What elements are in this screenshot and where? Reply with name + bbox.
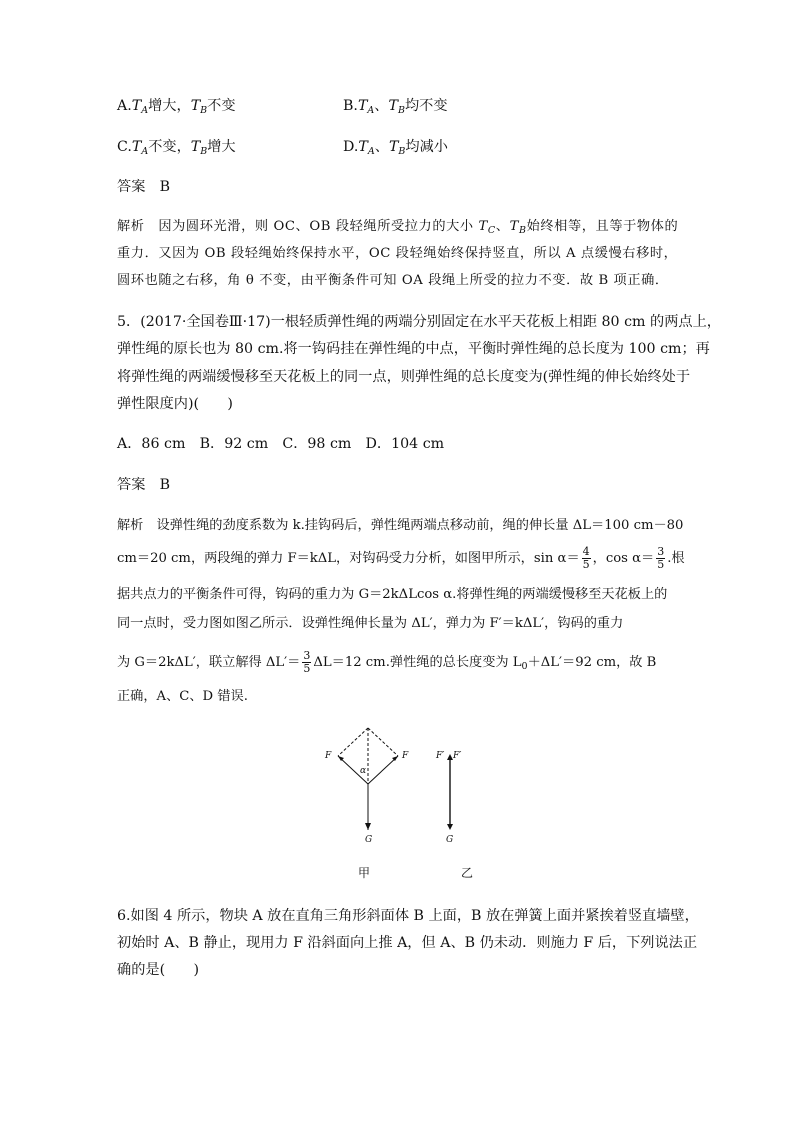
label-g-left: G bbox=[365, 835, 373, 845]
dashed-line-right bbox=[368, 728, 398, 756]
q5-analysis-line-4: 同一点时，受力图如图乙所示．设弹性绳伸长量为 ΔL′，弹力为 F′＝kΔL′，钩码的重力 bbox=[117, 616, 624, 631]
q5-line-2: 弹性绳的原长也为 80 cm.将一钩码挂在弹性绳的中点，平衡时弹性绳的总长度为 100 cm；再 bbox=[117, 341, 710, 357]
caption-yi: 乙 bbox=[461, 866, 474, 880]
force-f-right-arrow bbox=[368, 756, 398, 784]
caption-jia: 甲 bbox=[358, 866, 371, 880]
q6-line-2: 初始时 A、B 静止，现用力 F 沿斜面向上推 A，但 A、B 仍未动．则施力 F 后，下列说法正 bbox=[117, 935, 698, 951]
option-b: $B.T_A$、$T_B$均不变 bbox=[343, 98, 448, 116]
fraction-three-fifths: $\frac{3}{5}$ bbox=[657, 545, 665, 571]
fraction-four-fifths: $\frac{4}{5}$ bbox=[582, 545, 590, 571]
label-g-right: G bbox=[446, 835, 454, 845]
q5-line-1: 5．(2017·全国卷Ⅲ·17)一根轻质弹性绳的两端分别固定在水平天花板上相距 80 cm 的两点上， bbox=[117, 314, 721, 330]
q6-line-1: 6.如图 4 所示，物块 A 放在直角三角形斜面体 B 上面，B 放在弹簧上面并紧挨着竖直墙壁， bbox=[117, 908, 699, 924]
q5-analysis-line-3: 据共点力的平衡条件可得，钩码的重力为 G＝2kΔLcos α.将弹性绳的两端缓慢移至天花板上的 bbox=[117, 587, 668, 602]
q5-options: A．86 cm B．92 cm C．98 cm D．104 cm bbox=[117, 436, 445, 452]
dashed-line-left bbox=[338, 728, 368, 756]
option-a: $A.T_A$增大，$T_B$不变 bbox=[117, 98, 236, 116]
q5-analysis-line-6: 正确，A、C、D 错误. bbox=[117, 689, 248, 704]
label-fprime-left: F′ bbox=[436, 751, 445, 761]
fraction-three-fifths-2: $\frac{3}{5}$ bbox=[303, 649, 311, 675]
label-f-right: F bbox=[402, 751, 409, 761]
q4-answer: 答案 B bbox=[117, 179, 170, 195]
q5-line-4: 弹性限度内)( ) bbox=[117, 396, 233, 412]
label-fprime-right: F′ bbox=[453, 751, 462, 761]
q4-analysis-line-2: 重力．又因为 OB 段轻绳始终保持水平，OC 段轻绳始终保持竖直，所以 A 点缓慢右移时， bbox=[117, 246, 678, 261]
q6-line-3: 确的是( ) bbox=[117, 962, 200, 978]
q4-analysis-line-1: 解析 因为圆环光滑，则 OC、OB 段轻绳所受拉力的大小 $T_C$、$T_B$始终相等，且等于物体的 bbox=[117, 219, 679, 236]
q5-analysis-line-1: 解析 设弹性绳的劲度系数为 k.挂钩码后，弹性绳两端点移动前，绳的伸长量 ΔL＝100 cm－80 bbox=[117, 518, 684, 533]
q4-analysis-line-3: 圆环也随之右移，角 θ 不变，由平衡条件可知 OA 段绳上所受的拉力不变．故 B 项正确． bbox=[117, 273, 669, 288]
label-f-left: F bbox=[325, 751, 332, 761]
force-g-right-arrowhead bbox=[447, 824, 453, 830]
label-alpha: α bbox=[360, 766, 367, 776]
q5-answer: 答案 B bbox=[117, 477, 170, 493]
q5-analysis-line-5: 为 G＝2kΔL′，联立解得 ΔL′＝ $\frac{3}{5}$ ΔL＝12 cm.弹性绳的总长度变为 $L_0+\Delta L'=92$ cm，故 B bbox=[117, 649, 657, 675]
diagram-yi bbox=[435, 751, 461, 845]
q5-analysis-line-2: cm＝20 cm，两段绳的弹力 F＝kΔL，对钩码受力分析，如图甲所示，sin α＝ $\frac{4}{5}$ ，cos α＝ $\frac{3}{5}$ .根 bbox=[117, 545, 685, 571]
q5-line-3: 将弹性绳的两端缓慢移至天花板上的同一点，则弹性绳的总长度变为(弹性绳的伸长始终处于 bbox=[117, 369, 691, 385]
option-c: $C.T_A$不变，$T_B$增大 bbox=[117, 139, 236, 157]
diagram-jia bbox=[324, 728, 409, 845]
force-diagram bbox=[300, 718, 500, 878]
option-d: $D.T_A$、$T_B$均减小 bbox=[343, 139, 448, 157]
force-g-arrowhead bbox=[365, 823, 371, 830]
